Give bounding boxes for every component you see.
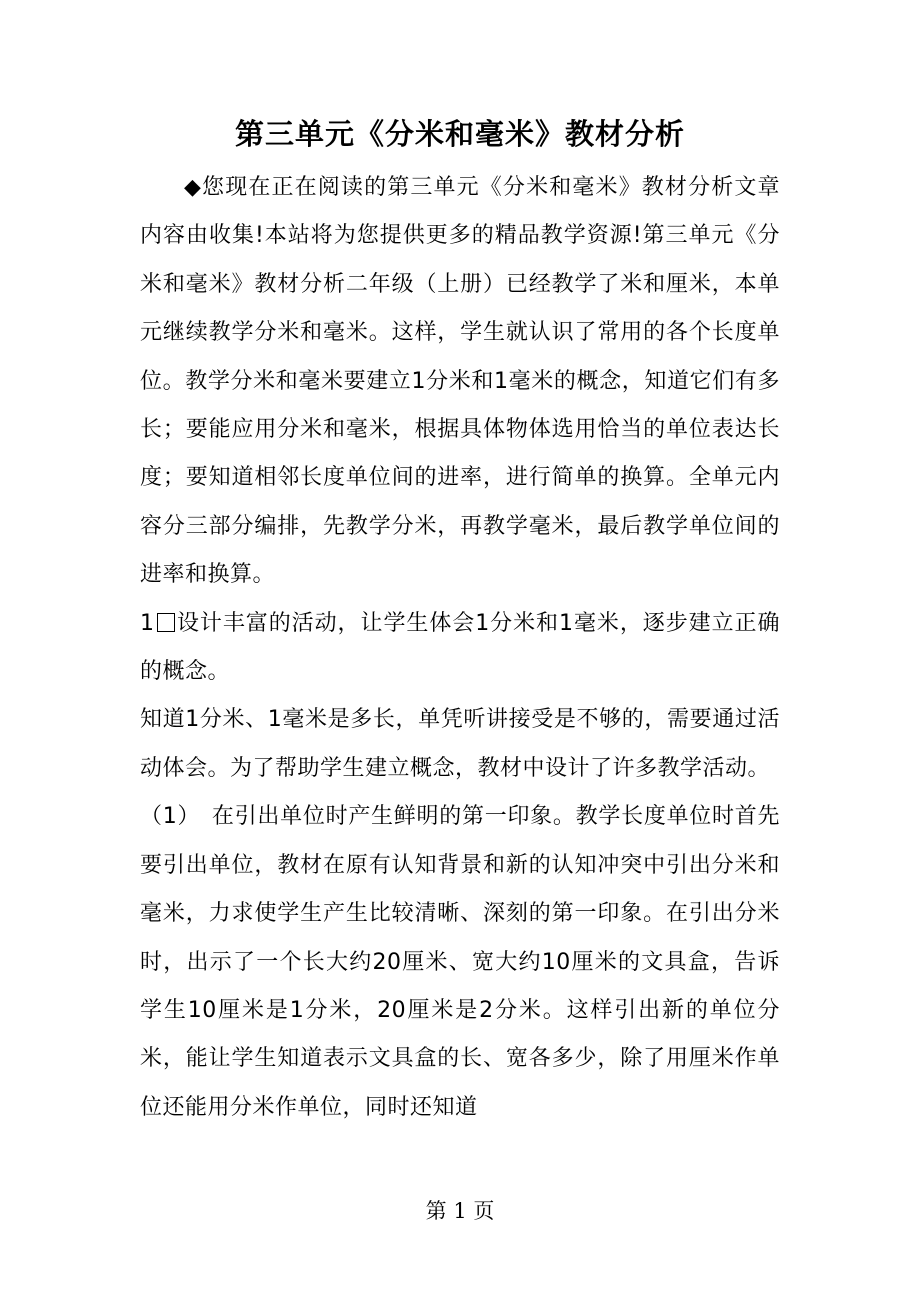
document-title: 第三单元《分米和毫米》教材分析 — [234, 117, 685, 151]
section-1-paragraph: 知道1分米、1毫米是多长，单凭听讲接受是不够的，需要通过活动体会。为了帮助学生建立概念，教材中设计了许多教学活动。 — [140, 707, 780, 781]
missing-glyph-box-icon — [157, 613, 175, 632]
section-1-heading-text: 设计丰富的活动，让学生体会1分米和1毫米，逐步建立正确的概念。 — [140, 610, 780, 685]
item-number: 1 — [140, 610, 155, 636]
subsection-1-paragraph: （1） 在引出单位时产生鲜明的第一印象。教学长度单位时首先要引出单位，教材在原有认知背景和新的认知冲突中引出分米和毫米，力求使学生产生比较清晰、深刻的第一印象。在引出分米时，出示了一个长大约20厘米、宽大约10厘米的文具盒，告诉学生10厘米是1分米，20厘米是2分米。这样引出新的单位分米，能让学生知道表示文具盒的长、宽各多少，除了用厘米作单位还能用分米作单位，同时还知道 — [140, 804, 780, 1120]
document-body — [140, 164, 780, 1132]
intro-paragraph: ◆您现在正在阅读的第三单元《分米和毫米》教材分析文章内容由收集!本站将为您提供更多的精品教学资源!第三单元《分米和毫米》教材分析二年级（上册）已经教学了米和厘米，本单元继续教学分米和毫米。这样，学生就认识了常用的各个长度单位。教学分米和毫米要建立1分米和1毫米的概念，知道它们有多长；要能应用分米和毫米，根据具体物体选用恰当的单位表达长度；要知道相邻长度单位间的进率，进行简单的换算。全单元内容分三部分编排，先教学分米，再教学毫米，最后教学单位间的进率和换算。 — [140, 175, 780, 588]
section-1-heading — [140, 600, 780, 697]
page-number: 第 1 页 — [425, 1199, 495, 1223]
